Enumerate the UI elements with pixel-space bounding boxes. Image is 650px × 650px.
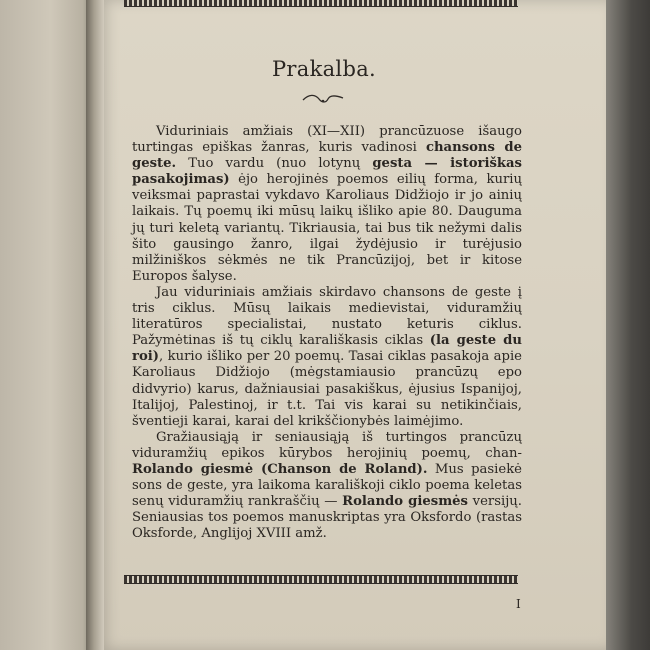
text-run: Gražiausiąją ir seniausiąją iš turtingos prancūzų viduramžių epikos kūrybos herojinių poemų, chan [132, 429, 522, 461]
paragraph [132, 285, 522, 430]
bold-term: (la geste du roi) [132, 333, 522, 365]
page-title: Prakalba. [272, 57, 376, 81]
text-run: , kurio išliko per 20 poemų. Tasai ciklas pasakoja apie Karoliaus Didžiojo (mėgstamiausio prancūzų epo didvyrio) karus, dažniausiai pasakiškus, ėjusius Ispanijoj, Italijoj, Palestinoj, ir t.t. Tai vis karai su netikinčiais, šventieji karai, karai del krikščionybės laimėjimo. [132, 349, 522, 429]
paragraph [132, 430, 522, 543]
decorative-border-top [124, 0, 518, 7]
book-page [98, 0, 606, 650]
bold-term: chansons de geste. [132, 140, 522, 172]
left-page [0, 0, 92, 650]
decorative-border-bottom [124, 575, 518, 584]
bold-term: Rolando giesmė (Chanson de Roland). [132, 461, 428, 477]
vine-ornament-icon [301, 92, 345, 106]
bold-term: Rolando giesmės [342, 494, 468, 510]
page-number: I [516, 597, 521, 611]
background-edge [604, 0, 650, 650]
body-text [132, 124, 522, 542]
book-gutter [86, 0, 104, 650]
paragraph [132, 124, 522, 285]
text-run: Mus pasiekė sons de geste, yra laikoma karališkoji ciklo poema keletas senų viduramžių rankraščių — [132, 461, 522, 510]
text-run: Viduriniais amžiais (XI—XII) prancūzuose išaugo turtingas epiškas žanras, kuris vadinosi [132, 124, 522, 156]
text-run: Tuo vardu (nuo lotynų [176, 156, 373, 172]
text-run: versijų. Seniausias tos poemos manuskriptas yra Oksfordo (rastas Oksforde, Anglijoj XVIII amž. [132, 494, 522, 542]
bold-term: gesta — istoriškas pasakojimas) [132, 156, 522, 188]
text-run: Jau viduriniais amžiais skirdavo chansons de geste į tris ciklus. Mūsų laikais medievistai, viduramžių literatūros specialistai, nustato keturis ciklus. Pažymėtinas iš tų ciklų karališkasis ciklas [132, 284, 522, 349]
text-run: ėjo herojinės poemos eilių forma, kurių veiksmai paprastai vykdavo Karoliaus Didžiojo ir jo ainių laikais. Tų poemų iki mūsų laikų išliko apie 80. Dauguma jų turi keletą variantų. Tikriausia, tai bus tik nežymi dalis šito gausingo žanro, ilgai žydėjusio ir turėjusio milžiniškos sėkmės ne tik Prancūzijoj, bet ir kitose Europos šalyse. [132, 172, 522, 284]
